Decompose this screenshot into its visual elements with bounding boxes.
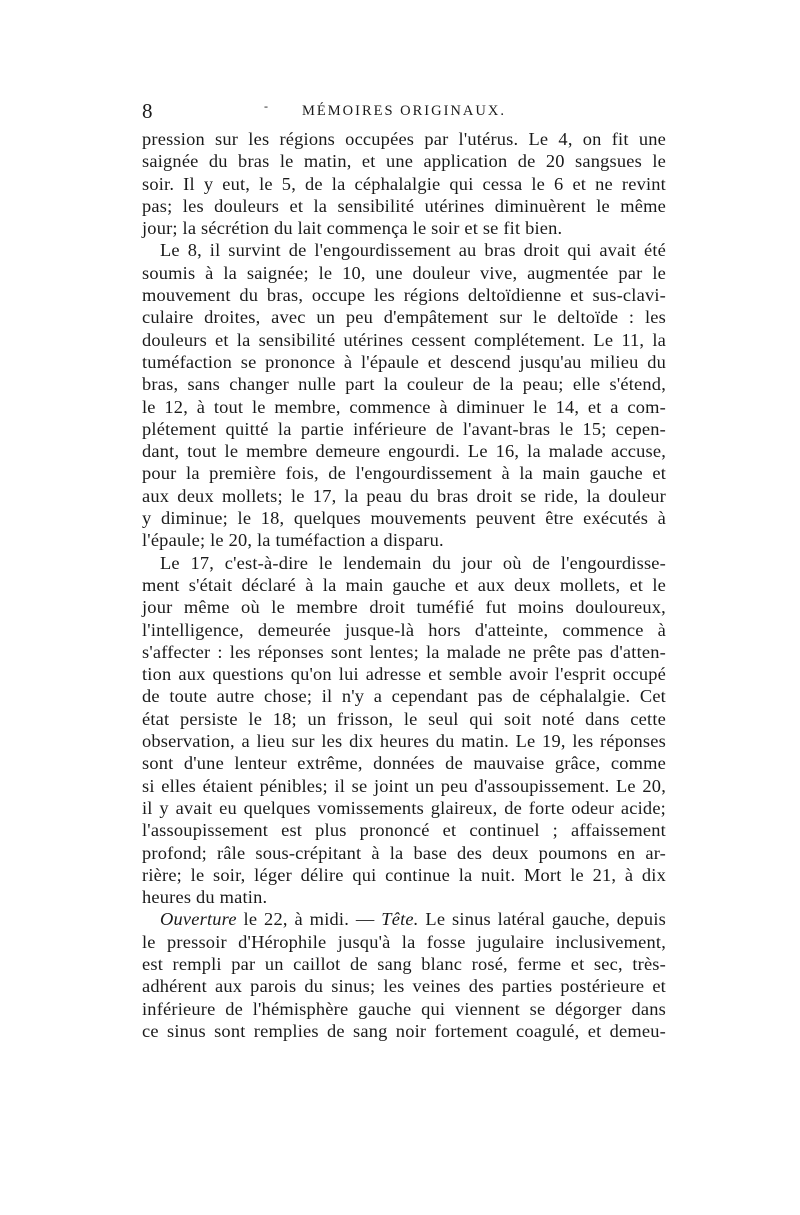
text-line: Le 17, c'est-à-dire le lendemain du jour où de l'engourdisse- (160, 552, 666, 573)
text-line: jour; la sécrétion du lait commença le soir et se fit bien. (142, 218, 563, 239)
header-mark: - (264, 99, 268, 113)
text-line: est rempli par un caillot de sang blanc rosé, ferme et sec, très- (142, 953, 666, 974)
text-line: tion aux questions qu'on lui adresse et semble avoir l'esprit occupé (142, 664, 666, 685)
text-line: culaire droites, avec un peu d'empâtement sur le deltoïde : les (142, 307, 666, 328)
text-line: mouvement du bras, occupe les régions deltoïdienne et sus-clavi- (142, 285, 666, 306)
text-line: plétement quitté la partie inférieure de l'avant-bras le 15; cepen- (142, 418, 666, 439)
text-line: inférieure de l'hémisphère gauche qui viennent se dégorger dans (142, 998, 666, 1019)
text-line: rière; le soir, léger délire qui continue la nuit. Mort le 21, à dix (142, 864, 666, 885)
text-line: le 12, à tout le membre, commence à diminuer le 14, et a com- (142, 396, 666, 417)
section-head: Tête. (381, 909, 419, 930)
text-line: état persiste le 18; un frisson, le seul qui soit noté dans cette (142, 708, 666, 729)
text-line: pour la première fois, de l'engourdissement à la main gauche et (142, 463, 666, 484)
text-line: pression sur les régions occupées par l'utérus. Le 4, on fit une (142, 129, 666, 149)
text-line: adhérent aux parois du sinus; les veines des parties postérieure et (142, 976, 666, 997)
autopsy-text: Le sinus latéral gauche, depuis (418, 909, 666, 930)
text-line: tuméfaction se prononce à l'épaule et descend jusqu'au milieu du (142, 351, 666, 372)
text-line: soir. Il y eut, le 5, de la céphalalgie qui cessa le 6 et ne revint (142, 173, 666, 194)
text-line: de toute autre chose; il n'y a cependant pas de céphalalgie. Cet (142, 686, 666, 707)
text-line: douleurs et la sensibilité utérines cessent complétement. Le 11, la (142, 329, 666, 350)
body-text (142, 128, 666, 1042)
text-line: ment s'était déclaré à la main gauche et aux deux mollets, et le (142, 574, 666, 595)
text-line: y diminue; le 18, quelques mouvements peuvent être exécutés à (142, 508, 666, 529)
text-line: observation, a lieu sur les dix heures du matin. Le 19, les réponses (142, 731, 666, 752)
text-line: l'intelligence, demeurée jusque-là hors d'atteinte, commence à (142, 619, 666, 640)
text-line: soumis à la saignée; le 10, une douleur vive, augmentée par le (142, 262, 666, 283)
text-line: saignée du bras le matin, et une application de 20 sangsues le (142, 151, 666, 172)
autopsy-heading: Ouverture (160, 909, 237, 930)
text-line: il y avait eu quelques vomissements glaireux, de forte odeur acide; (142, 797, 666, 818)
text-line: dant, tout le membre demeure engourdi. Le 16, la malade accuse, (142, 441, 666, 462)
running-head (142, 98, 666, 124)
text-line: heures du matin. (142, 887, 268, 908)
running-title: MÉMOIRES ORIGINAUX. (302, 103, 506, 119)
text-line: sont d'une lenteur extrême, données de mauvaise grâce, comme (142, 753, 666, 774)
page-number: 8 (142, 99, 153, 123)
text-line: aux deux mollets; le 17, la peau du bras droit se ride, la douleur (142, 485, 666, 506)
text-line-autopsy (142, 908, 666, 930)
text-line: Le 8, il survint de l'engourdissement au bras droit qui avait été (160, 240, 666, 261)
text-line: ce sinus sont remplies de sang noir fortement coagulé, et demeu- (142, 1020, 666, 1041)
text-line: s'affecter : les réponses sont lentes; la malade ne prête pas d'atten- (142, 641, 666, 662)
text-line: jour même où le membre droit tuméfié fut moins douloureux, (142, 597, 666, 618)
autopsy-date: le 22, à midi. — (236, 909, 382, 930)
text-line: le pressoir d'Hérophile jusqu'à la fosse jugulaire inclusivement, (142, 931, 666, 952)
text-line: l'épaule; le 20, la tuméfaction a disparu. (142, 530, 444, 551)
text-line: l'assoupissement est plus prononcé et continuel ; affaissement (142, 820, 666, 841)
text-line: profond; râle sous-crépitant à la base des deux poumons en ar- (142, 842, 666, 863)
text-line: pas; les douleurs et la sensibilité utérines diminuèrent le même (142, 195, 666, 216)
text-line: si elles étaient pénibles; il se joint un peu d'assoupissement. Le 20, (142, 775, 666, 796)
text-line: bras, sans changer nulle part la couleur de la peau; elle s'étend, (142, 374, 666, 395)
